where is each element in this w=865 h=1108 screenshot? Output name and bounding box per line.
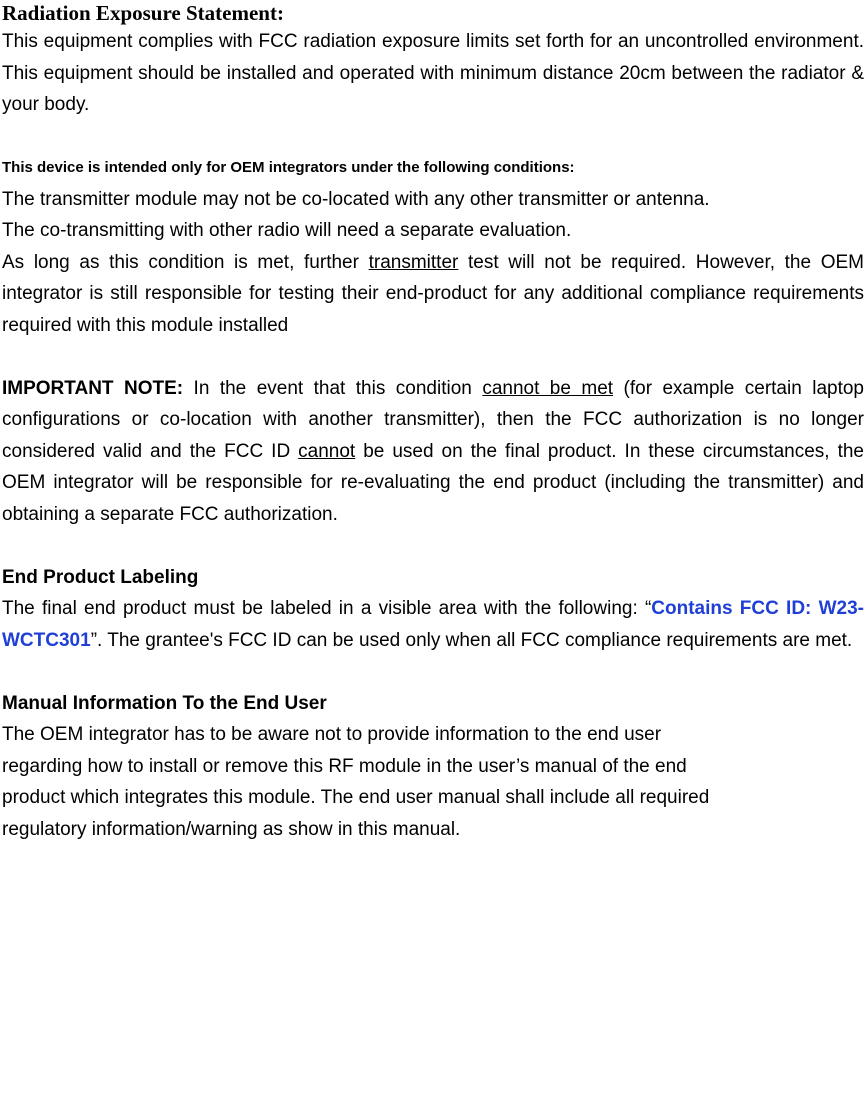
labeling-paragraph <box>2 593 864 656</box>
labeling-text-after: ”. The grantee's FCC ID can be used only when all FCC compliance requirements are met. <box>90 629 853 651</box>
manual-line-4: regulatory information/warning as show in this manual. <box>2 818 461 840</box>
oem-heading: This device is intended only for OEM integrators under the following conditions: <box>2 159 575 176</box>
spacer <box>2 656 864 688</box>
labeling-heading: End Product Labeling <box>2 566 199 588</box>
manual-line-3: product which integrates this module. The end user manual shall include all required <box>2 787 710 808</box>
manual-line-2: regarding how to install or remove this RF module in the user’s manual of the end <box>2 755 687 777</box>
important-text-2: (for example certain laptop configurations or co-location with another transmitter), then the FCC authorization is no longer considered valid and the FCC ID <box>2 377 864 462</box>
cannot-underlined: cannot <box>298 440 356 462</box>
condition-text-after: test will not be required. However, the OEM integrator is still responsible for testing their end-product for any additional compliance requirements required with this module installed <box>2 251 864 336</box>
manual-line-1: The OEM integrator has to be aware not to provide information to the end user <box>2 724 662 745</box>
cannot-be-met-underlined: cannot be met <box>482 377 614 399</box>
manual-heading: Manual Information To the End User <box>2 692 327 714</box>
radiation-paragraph: This equipment complies with FCC radiation exposure limits set forth for an uncontrolled environment. This equipment should be installed and operated with minimum distance 20cm between the radiator & your body. <box>2 31 864 115</box>
oem-paragraph-colocation: The transmitter module may not be co-located with any other transmitter or antenna. <box>2 188 710 210</box>
fcc-id-highlight: Contains FCC ID: W23-WCTC301 <box>2 598 864 651</box>
important-note-label: IMPORTANT NOTE: <box>2 377 184 399</box>
important-note-paragraph <box>2 373 864 531</box>
important-text-1: In the event that this condition <box>183 377 483 399</box>
radiation-heading: Radiation Exposure Statement: <box>2 1 284 25</box>
document-page <box>2 0 864 845</box>
transmitter-underlined: transmitter <box>368 251 459 273</box>
condition-text-before: As long as this condition is met, further <box>2 251 369 273</box>
oem-paragraph-evaluation: The co-transmitting with other radio will need a separate evaluation. <box>2 220 572 241</box>
spacer <box>2 341 864 373</box>
spacer <box>2 530 864 562</box>
oem-paragraph-condition <box>2 247 864 342</box>
labeling-text-before: The final end product must be labeled in a visible area with the following: “ <box>2 598 652 619</box>
important-text-3: be used on the final product. In these circumstances, the OEM integrator will be responsible for re-evaluating the end product (including the transmitter) and obtaining a separate FCC authorization. <box>2 440 864 525</box>
spacer <box>2 121 864 153</box>
